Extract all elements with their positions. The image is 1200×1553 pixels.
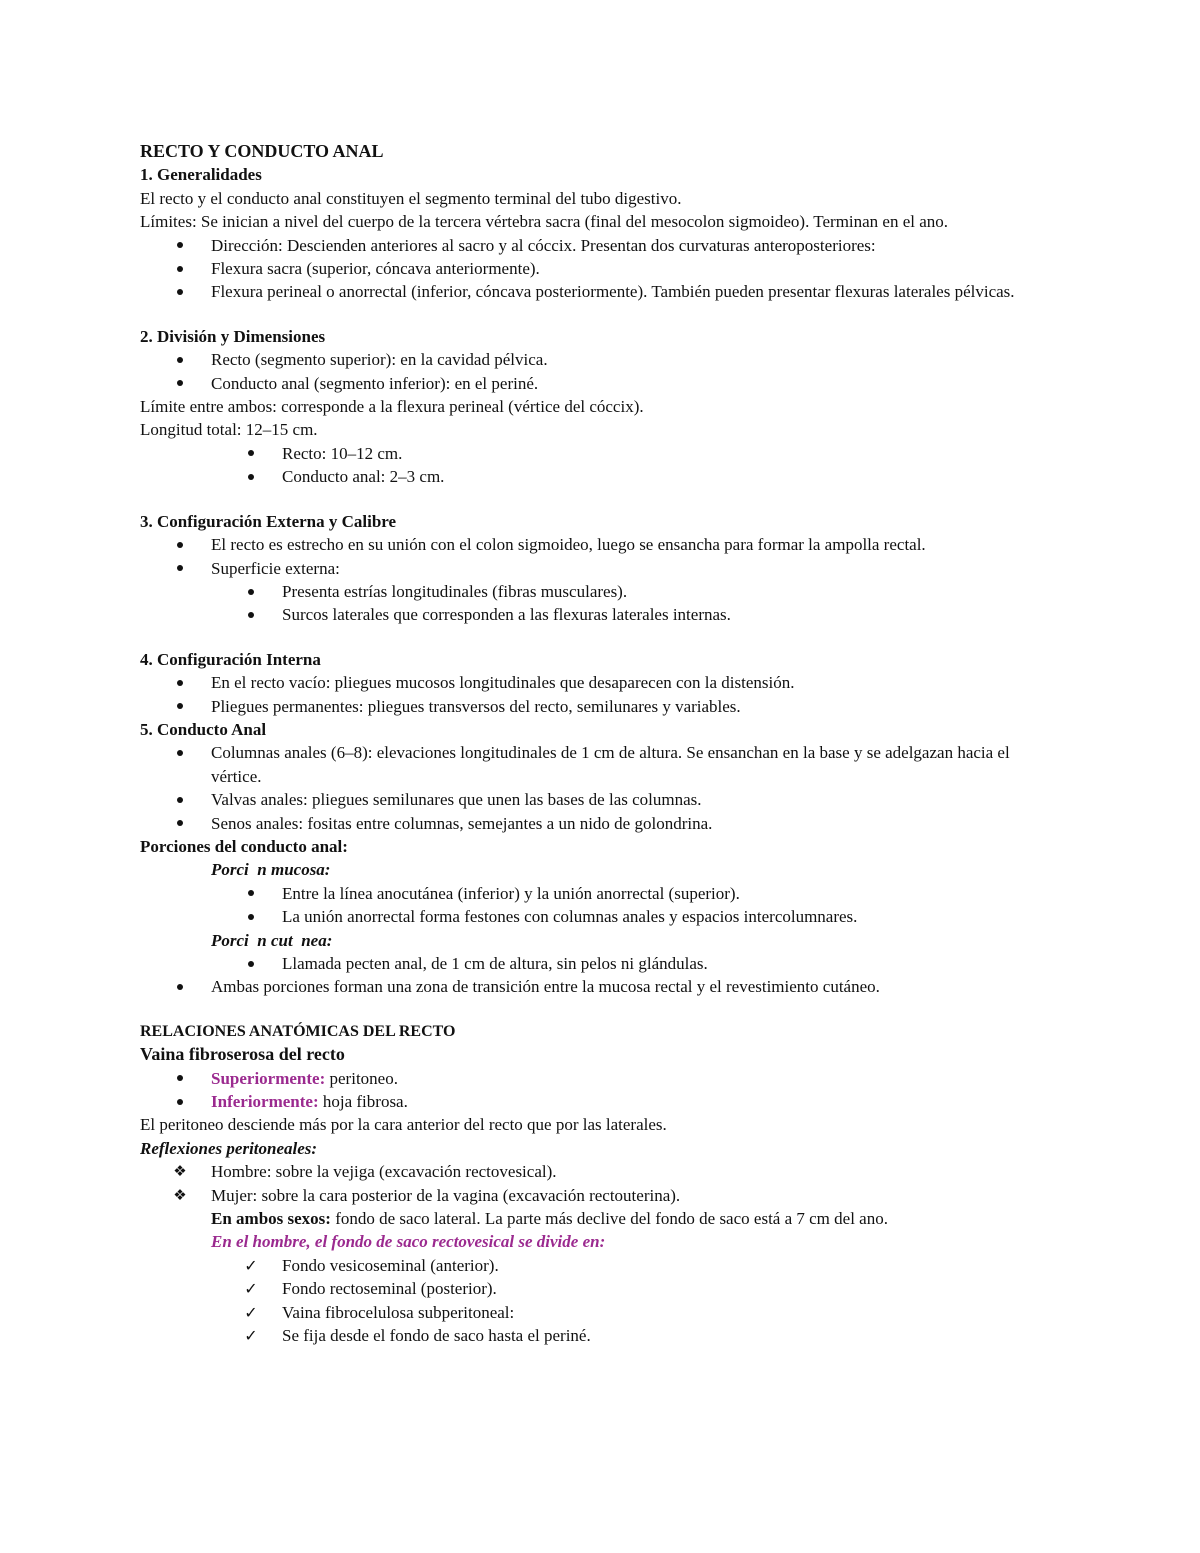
bullet-dot-icon	[170, 348, 190, 371]
list-item: Presenta estrías longitudinales (fibras musculares).	[140, 580, 1060, 603]
ambos-sexos-label: En ambos sexos:	[211, 1209, 331, 1229]
bullet-dot-icon	[170, 671, 190, 694]
list-item: Flexura perineal o anorrectal (inferior, cóncava posteriormente). También pueden presentar flexuras laterales pélvicas.	[140, 280, 1060, 303]
list-item: Columnas anales (6–8): elevaciones longitudinales de 1 cm de altura. Se ensanchan en la base y se adelgazan hacia el vértice.	[140, 741, 1060, 788]
list-item: Superficie externa:	[140, 557, 1060, 580]
list-item: ✓ Fondo rectoseminal (posterior).	[140, 1277, 1060, 1300]
bullet-dot-icon	[170, 257, 190, 280]
checkmark-icon: ✓	[244, 1302, 258, 1322]
relations-heading: RELACIONES ANATÓMICAS DEL RECTO	[140, 1022, 456, 1040]
list-item: Inferiormente: hoja fibrosa.	[140, 1090, 1060, 1113]
diamond-bullet-icon: ❖	[173, 1185, 187, 1204]
bullet-dot-icon	[170, 812, 190, 835]
bullet-dot-icon	[170, 234, 190, 257]
document-title: RECTO Y CONDUCTO ANAL	[140, 141, 384, 161]
checkmark-icon: ✓	[244, 1326, 258, 1346]
list-item: Recto (segmento superior): en la cavidad pélvica.	[140, 348, 1060, 371]
bullet-dot-icon	[170, 975, 190, 998]
list-item: En el recto vacío: pliegues mucosos longitudinales que desaparecen con la distensión.	[140, 671, 1060, 694]
bullet-dot-icon	[170, 695, 190, 718]
bullet-dot-icon	[170, 533, 190, 556]
bullet-dot-icon	[241, 580, 261, 603]
bullet-dot-icon	[241, 952, 261, 975]
bullet-dot-icon	[241, 465, 261, 488]
paragraph: Límite entre ambos: corresponde a la flexura perineal (vértice del cóccix).	[140, 397, 644, 417]
bullet-dot-icon	[170, 557, 190, 580]
bullet-dot-icon	[170, 280, 190, 303]
list-item: Ambas porciones forman una zona de transición entre la mucosa rectal y el revestimiento cutáneo.	[140, 975, 1060, 998]
list-item: Dirección: Descienden anteriores al sacro y al cóccix. Presentan dos curvaturas anteroposteriores:	[140, 234, 1060, 257]
hombre-subheading: En el hombre, el fondo de saco rectovesical se divide en:	[211, 1232, 606, 1252]
bullet-dot-icon	[241, 882, 261, 905]
diamond-bullet-icon: ❖	[173, 1162, 187, 1181]
section-3-heading: 3. Configuración Externa y Calibre	[140, 511, 397, 531]
ambos-sexos-line: En ambos sexos: fondo de saco lateral. La parte más declive del fondo de saco está a 7 cm del ano.	[211, 1209, 888, 1229]
list-item: Entre la línea anocutánea (inferior) y la unión anorrectal (superior).	[140, 882, 1060, 905]
list-item: Llamada pecten anal, de 1 cm de altura, sin pelos ni glándulas.	[140, 952, 1060, 975]
bullet-dot-icon	[170, 1090, 190, 1113]
bullet-dot-icon	[170, 788, 190, 811]
portions-heading: Porciones del conducto anal:	[140, 836, 348, 856]
cutanea-subheading: Porci n cut nea:	[211, 930, 333, 950]
list-item: Surcos laterales que corresponden a las flexuras laterales internas.	[140, 603, 1060, 626]
section-1-heading: 1. Generalidades	[140, 165, 262, 185]
list-item: Conducto anal: 2–3 cm.	[140, 465, 1060, 488]
section-5-heading: 5. Conducto Anal	[140, 719, 267, 739]
paragraph: Límites: Se inician a nivel del cuerpo de la tercera vértebra sacra (final del mesocolon sigmoideo). Terminan en el ano.	[140, 212, 949, 232]
list-item: ✓ Fondo vesicoseminal (anterior).	[140, 1254, 1060, 1277]
section-2-heading: 2. División y Dimensiones	[140, 326, 326, 346]
paragraph: El recto y el conducto anal constituyen el segmento terminal del tubo digestivo.	[140, 188, 682, 208]
list-item: Pliegues permanentes: pliegues transversos del recto, semilunares y variables.	[140, 695, 1060, 718]
section-4-heading: 4. Configuración Interna	[140, 649, 321, 669]
list-item: Flexura sacra (superior, cóncava anteriormente).	[140, 257, 1060, 280]
paragraph: El peritoneo desciende más por la cara anterior del recto que por las laterales.	[140, 1115, 667, 1135]
list-item: ❖ Mujer: sobre la cara posterior de la vagina (excavación rectouterina).	[140, 1184, 1060, 1207]
superiormente-label: Superiormente:	[211, 1068, 326, 1088]
bullet-dot-icon	[241, 442, 261, 465]
list-item: ✓ Vaina fibrocelulosa subperitoneal:	[140, 1301, 1060, 1324]
list-item: El recto es estrecho en su unión con el colon sigmoideo, luego se ensancha para formar la ampolla rectal.	[140, 533, 1060, 556]
bullet-dot-icon	[170, 372, 190, 395]
vaina-heading: Vaina fibroserosa del recto	[140, 1044, 345, 1065]
checkmark-icon: ✓	[244, 1255, 258, 1275]
checkmark-icon: ✓	[244, 1279, 258, 1299]
list-item: ✓ Se fija desde el fondo de saco hasta el periné.	[140, 1324, 1060, 1347]
list-item: ❖ Hombre: sobre la vejiga (excavación rectovesical).	[140, 1160, 1060, 1183]
paragraph: Longitud total: 12–15 cm.	[140, 420, 318, 440]
list-item: Recto: 10–12 cm.	[140, 442, 1060, 465]
list-item: Valvas anales: pliegues semilunares que unen las bases de las columnas.	[140, 788, 1060, 811]
list-item: Senos anales: fositas entre columnas, semejantes a un nido de golondrina.	[140, 812, 1060, 835]
inferiormente-label: Inferiormente:	[211, 1092, 319, 1112]
bullet-dot-icon	[241, 603, 261, 626]
reflexiones-heading: Reflexiones peritoneales:	[140, 1138, 318, 1158]
list-item: Superiormente: peritoneo.	[140, 1067, 1060, 1090]
bullet-dot-icon	[170, 741, 190, 764]
list-item: Conducto anal (segmento inferior): en el periné.	[140, 372, 1060, 395]
mucosa-subheading: Porci n mucosa:	[211, 860, 331, 880]
bullet-dot-icon	[241, 905, 261, 928]
document-page	[140, 140, 1060, 1348]
bullet-dot-icon	[170, 1067, 190, 1090]
list-item: La unión anorrectal forma festones con columnas anales y espacios intercolumnares.	[140, 905, 1060, 928]
